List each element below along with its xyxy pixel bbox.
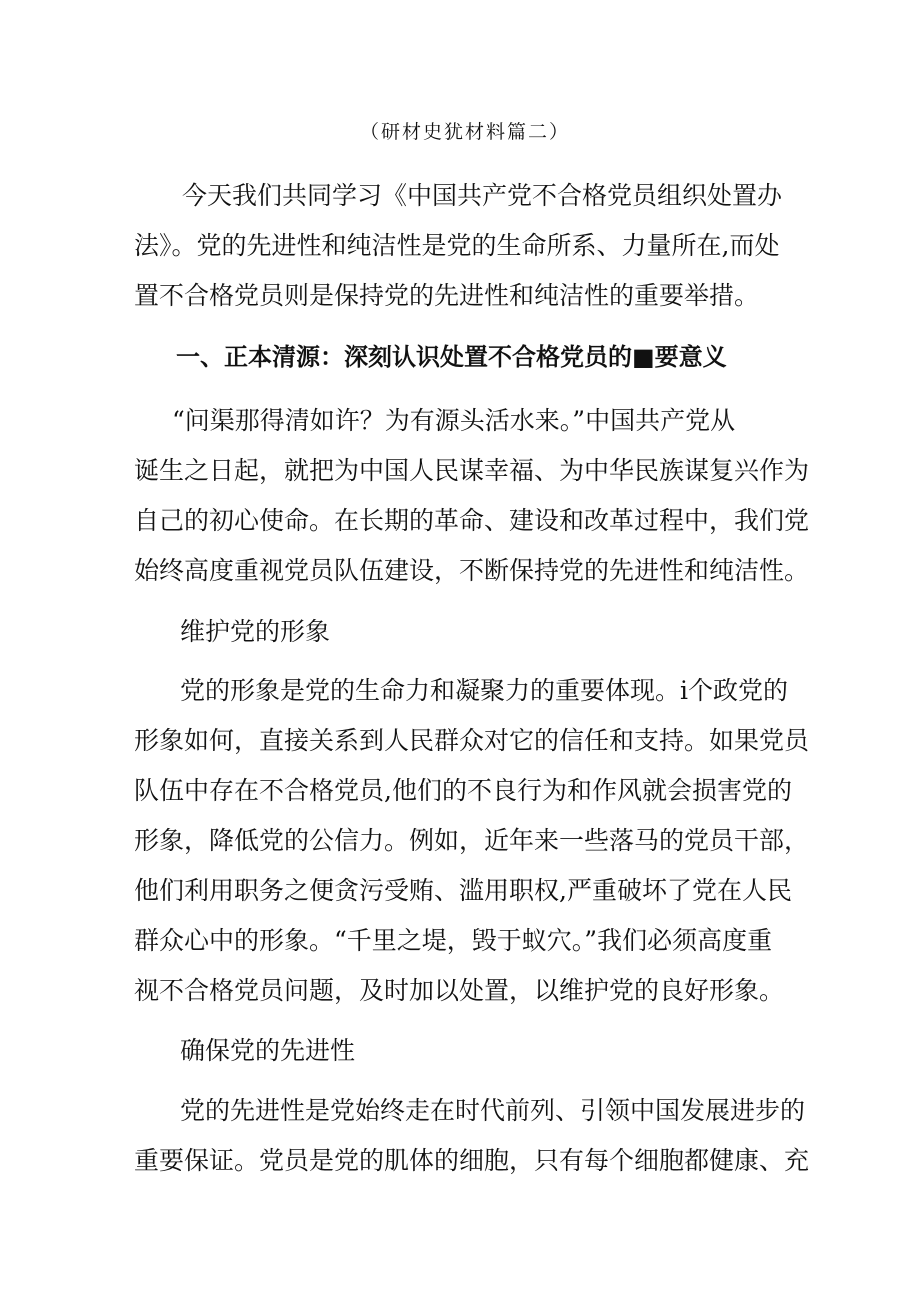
para2-line-6: 群众心中的形象。“千里之堤，毁于蚁穴。”我们必须高度重 [134,926,773,955]
para2-line-4: 形象，降低党的公信力。例如，近年来一些落马的党员干部， [134,826,810,855]
para1-line-3: 自己的初心使命。在长期的革命、建设和改革过程中，我们党 [134,506,810,535]
subheading-advancement: 确保党的先进性 [180,1036,356,1065]
para3-line-2: 重要保证。党员是党的肌体的细胞，只有每个细胞都健康、充 [134,1146,810,1175]
intro-line-3: 置不合格党员则是保持党的先进性和纯洁性的重要举措。 [134,281,760,310]
para2-line-1: 党的形象是党的生命力和凝聚力的重要体现。i个政党的 [180,676,788,705]
intro-line-2: 法》。党的先进性和纯洁性是党的生命所系、力量所在,而处 [134,231,780,260]
intro-line-1: 今天我们共同学习《中国共产党不合格党员组织处置办 [182,181,783,210]
para2-line-5: 他们利用职务之便贪污受贿、滥用职权,严重破坏了党在人民 [134,876,792,905]
para1-line-1: “问渠那得清如许？为有源头活水来。”中国共产党从 [172,406,736,435]
para2-line-3: 队伍中存在不合格党员,他们的不良行为和作风就会损害党的 [134,776,792,805]
para2-line-2: 形象如何，直接关系到人民群众对它的信任和支持。如果党员 [134,726,810,755]
para2-line-7: 视不合格党员问题，及时加以处置，以维护党的良好形象。 [134,976,785,1005]
document-subtitle: （研材史犹材料篇二） [360,121,571,143]
subheading-image: 维护党的形象 [180,617,331,646]
section-heading: 一、正本清源：深刻认识处置不合格党员的■要意义 [176,343,727,371]
para1-line-2: 诞生之日起，就把为中国人民谋幸福、为中华民族谋复兴作为 [134,456,810,485]
para3-line-1: 党的先进性是党始终走在时代前列、引领中国发展进步的 [180,1096,806,1125]
para1-line-4: 始终高度重视党员队伍建设，不断保持党的先进性和纯洁性。 [134,556,810,585]
